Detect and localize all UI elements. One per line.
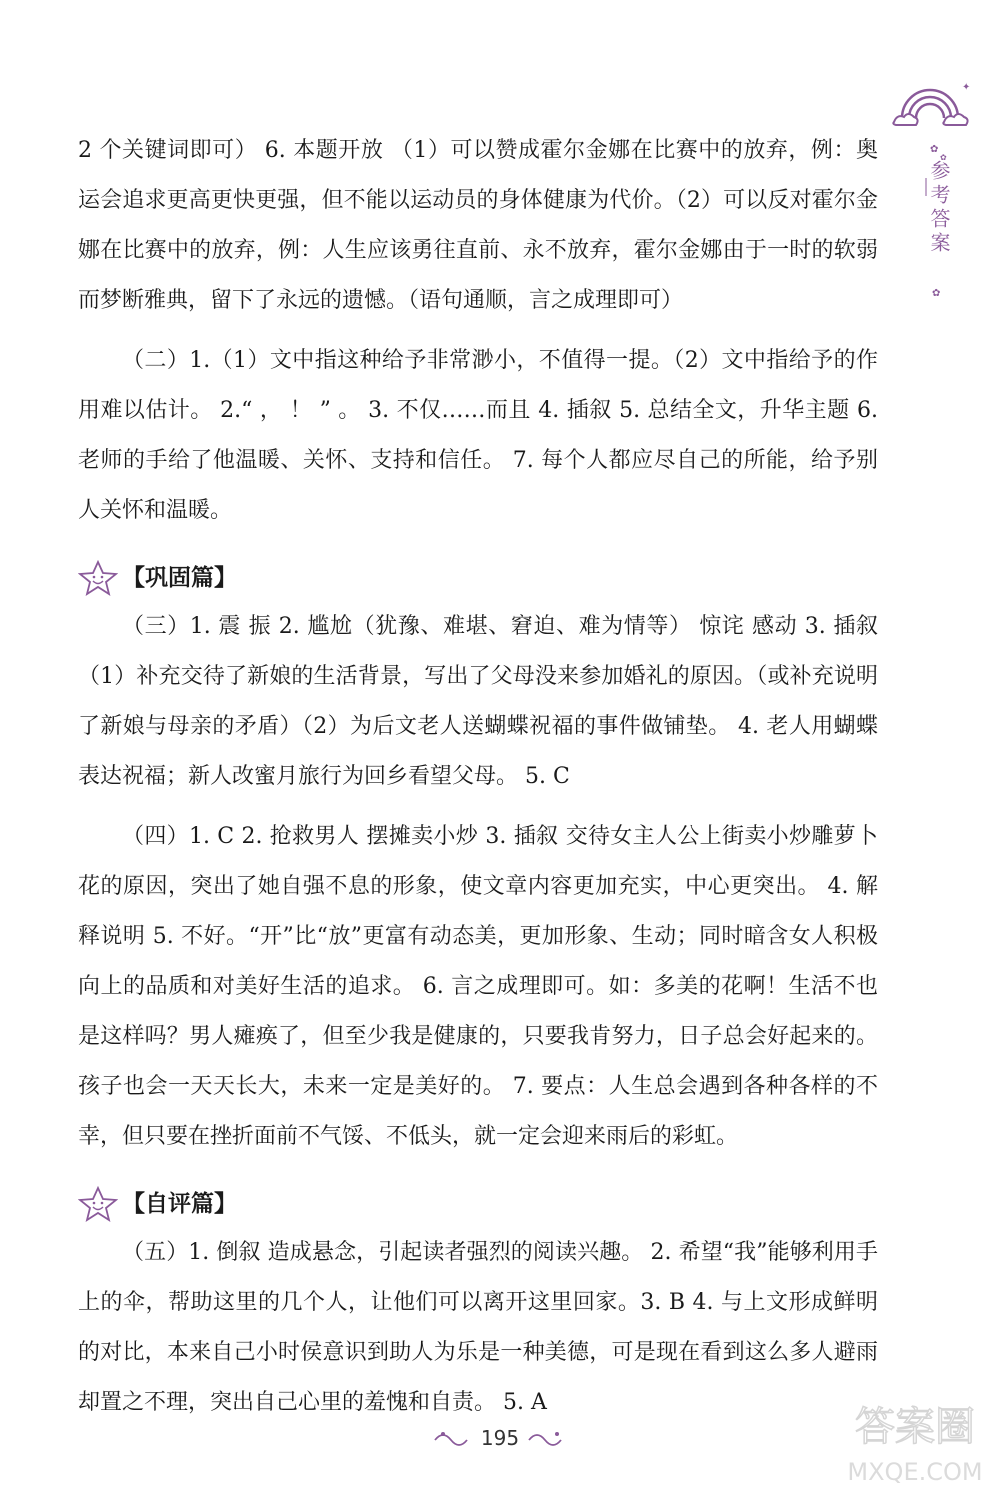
watermark-text-bottom: MXQE.COM	[847, 1458, 983, 1486]
answer-content	[78, 126, 878, 1428]
smiling-star-icon	[78, 560, 118, 596]
answer-paragraph: （五）1. 倒叙 造成悬念，引起读者强烈的阅读兴趣。 2. 希望“我”能够利用手上的伞，帮助这里的几个人，让他们可以离开这里回家。3. B 4. 与上文形成鲜明的对比，本来自己小时侯意识到助人为乐是一种美德，可是现在看到这么多人避雨却置之不理，突出自己心里的羞愧和自责。 5. A	[78, 1240, 878, 1415]
section-title: 【自评篇】	[122, 1191, 237, 1217]
watermark-logo	[840, 1392, 990, 1492]
answer-paragraph: （四）1. C 2. 抢救男人 摆摊卖小炒 3. 插叙 交待女主人公上街卖小炒雕萝卜花的原因，突出了她自强不息的形象，使文章内容更加充实，中心更突出。 4. 解释说明 5. 不好。“开”比“放”更富有动态美，更加形象、生动；同时暗含女人积极向上的品质和对美好生活的追求。 6. 言之成理即可。如：多美的花啊！生活不也是这样吗？男人瘫痪了，但至少我是健康的，只要我肯努力，日子总会好起来的。孩子也会一天天长大，未来一定是美好的。 7. 要点：人生总会遇到各种各样的不幸，但只要在挫折面前不气馁、不低头，就一定会迎来雨后的彩虹。	[78, 824, 878, 1149]
answer-paragraph: 2 个关键词即可） 6. 本题开放 （1）可以赞成霍尔金娜在比赛中的放弃，例：奥运会追求更高更快更强，但不能以运动员的身体健康为代价。（2）可以反对霍尔金娜在比赛中的放弃，例：人生应该勇往直前、永不放弃，霍尔金娜由于一时的软弱而梦断雅典，留下了永远的遗憾。（语句通顺，言之成理即可）	[78, 138, 878, 313]
answer-paragraph: （三）1. 震 振 2. 尴尬（犹豫、难堪、窘迫、难为情等） 惊诧 感动 3. 插叙 （1）补充交待了新娘的生活背景，写出了父母没来参加婚礼的原因。（或补充说明了新娘与母亲的矛盾）（2）为后文老人送蝴蝶祝福的事件做铺垫。 4. 老人用蝴蝶表达祝福；新人改蜜月旅行为回乡看望父母。 5. C	[78, 614, 878, 789]
svg-text:✿: ✿	[930, 144, 939, 155]
section-title: 【巩固篇】	[122, 565, 237, 591]
smiling-star-icon	[78, 1186, 118, 1222]
section-heading	[78, 1184, 878, 1224]
answer-paragraph: （二）1.（1）文中指这种给予非常渺小，不值得一提。（2）文中指给予的作用难以估计。 2.“ ， ！ ” 。 3. 不仅……而且 4. 插叙 5. 总结全文，升华主题 6. 老师的手给了他温暖、关怀、支持和信任。 7. 每个人都应尽自己的所能，给予别人关怀和温暖。	[78, 348, 878, 523]
page-number: 195	[480, 1426, 520, 1450]
svg-text:✿: ✿	[940, 153, 947, 162]
left-flourish-icon	[433, 1428, 473, 1448]
watermark-text-top: 答案圈	[855, 1404, 975, 1450]
sidebar-label: 参考答案	[927, 160, 951, 256]
svg-text:✿: ✿	[932, 288, 941, 299]
section-heading	[78, 558, 878, 598]
right-flourish-icon	[527, 1428, 567, 1448]
svg-text:✦: ✦	[962, 82, 971, 93]
